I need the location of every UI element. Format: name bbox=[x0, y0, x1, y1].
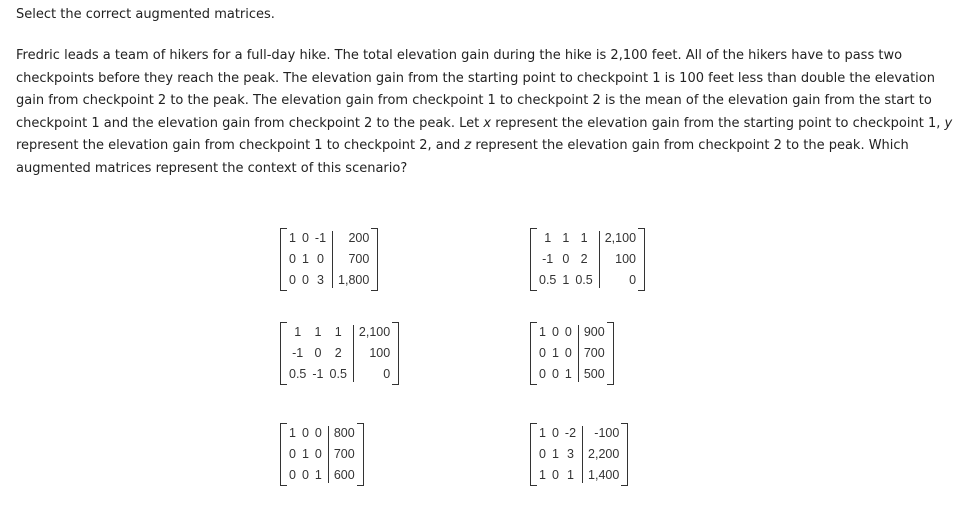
augment-divider bbox=[582, 426, 583, 483]
left-bracket bbox=[280, 423, 287, 486]
matrix-cell: 1,400 bbox=[588, 468, 620, 482]
matrix-cell: 1 bbox=[294, 325, 302, 339]
matrix-cell: 900 bbox=[583, 325, 605, 339]
matrix-cell: 3 bbox=[316, 273, 324, 287]
problem-part-3: represent the elevation gain from checkpoint 1 to checkpoint 2, and bbox=[16, 138, 465, 153]
matrix-cell: 100 bbox=[369, 346, 391, 360]
matrix-cell: 0 bbox=[289, 252, 296, 266]
matrix-cell: 600 bbox=[333, 468, 355, 482]
matrix-cell: 1 bbox=[289, 426, 296, 440]
matrix-cell: 1 bbox=[539, 426, 546, 440]
matrix-cell: 0 bbox=[551, 426, 559, 440]
matrix-cell: 0 bbox=[564, 346, 572, 360]
matrix-cell: 1 bbox=[539, 468, 546, 482]
matrix-cell: 0 bbox=[551, 325, 559, 339]
matrix-cell: 0.5 bbox=[539, 273, 557, 287]
matrix-cell: 2 bbox=[334, 346, 342, 360]
matrix-cell: 0 bbox=[314, 346, 322, 360]
right-bracket bbox=[621, 423, 628, 486]
matrix-cell: 2,100 bbox=[358, 325, 391, 339]
matrix-cell: 200 bbox=[348, 231, 370, 245]
variable-x: x bbox=[483, 115, 492, 131]
left-bracket bbox=[530, 423, 537, 486]
matrix-cell: 1 bbox=[580, 231, 588, 245]
matrix-cell: 0 bbox=[301, 273, 309, 287]
matrix-cell: 1 bbox=[551, 447, 559, 461]
matrix-cell: 100 bbox=[615, 252, 637, 266]
matrix-cell: 0 bbox=[383, 367, 391, 381]
matrix-cell: 0 bbox=[539, 346, 546, 360]
matrix-cell: 1 bbox=[562, 273, 570, 287]
matrix-cell: 0 bbox=[564, 325, 572, 339]
instruction-text: Select the correct augmented matrices. bbox=[16, 7, 275, 22]
matrix-cell: 0 bbox=[301, 231, 309, 245]
augment-divider bbox=[599, 231, 600, 288]
matrix-cell: 0 bbox=[562, 252, 570, 266]
matrix-cell: 1 bbox=[314, 468, 322, 482]
problem-part-2: represent the elevation gain from the starting point to checkpoint 1, bbox=[491, 115, 945, 131]
matrix-cell: 2 bbox=[580, 252, 588, 266]
matrix-cell: 0 bbox=[301, 426, 309, 440]
right-bracket bbox=[638, 228, 645, 291]
matrix-cell: 1 bbox=[544, 231, 552, 245]
matrix-cell: 1 bbox=[566, 468, 574, 482]
matrix-cell: -1 bbox=[314, 231, 327, 245]
matrix-cell: 1 bbox=[539, 325, 546, 339]
matrix-cell: 2,200 bbox=[588, 447, 620, 461]
matrix-cell: 0.5 bbox=[575, 273, 593, 287]
right-bracket bbox=[357, 423, 364, 486]
matrix-cell: 1 bbox=[289, 231, 296, 245]
matrix-cell: 0.5 bbox=[329, 367, 347, 381]
matrix-cell: 0 bbox=[289, 273, 296, 287]
matrix-cell: 1 bbox=[551, 346, 559, 360]
matrix-cell: 0 bbox=[289, 447, 296, 461]
matrix-cell: 1 bbox=[334, 325, 342, 339]
matrix-option-1[interactable] bbox=[280, 228, 378, 291]
matrix-cell: 0 bbox=[314, 426, 322, 440]
left-bracket bbox=[530, 322, 537, 385]
matrix-cell: 1 bbox=[301, 252, 309, 266]
right-bracket bbox=[607, 322, 614, 385]
augment-divider bbox=[332, 231, 333, 288]
variable-y: y bbox=[944, 115, 953, 131]
right-bracket bbox=[392, 322, 399, 385]
matrix-cell: 0 bbox=[289, 468, 296, 482]
augment-divider bbox=[328, 426, 329, 483]
augment-divider bbox=[353, 325, 354, 382]
right-bracket bbox=[371, 228, 378, 291]
matrix-cell: 0 bbox=[551, 468, 559, 482]
problem-text bbox=[16, 45, 961, 180]
matrix-cell: 1 bbox=[562, 231, 570, 245]
matrix-cell: 1,800 bbox=[338, 273, 370, 287]
matrix-cell: -2 bbox=[564, 426, 577, 440]
matrix-cell: 2,100 bbox=[604, 231, 637, 245]
matrix-cell: 0 bbox=[539, 367, 546, 381]
matrix-option-4[interactable] bbox=[530, 322, 614, 385]
matrix-cell: 0 bbox=[539, 447, 546, 461]
matrix-cell: 0.5 bbox=[289, 367, 307, 381]
left-bracket bbox=[530, 228, 537, 291]
matrix-cell: -1 bbox=[312, 367, 324, 381]
matrix-cell: -1 bbox=[292, 346, 304, 360]
matrix-cell: 3 bbox=[566, 447, 574, 461]
matrix-cell: 1 bbox=[301, 447, 309, 461]
matrix-cell: 0 bbox=[551, 367, 559, 381]
matrix-cell: 500 bbox=[583, 367, 605, 381]
matrix-cell: 700 bbox=[583, 346, 605, 360]
matrix-option-6[interactable] bbox=[530, 423, 628, 486]
matrix-cell: 1 bbox=[564, 367, 572, 381]
matrix-cell: 0 bbox=[301, 468, 309, 482]
problem-part-1: Fredric leads a team of hikers for a full-day hike. The total elevation gain during the hike is 2,100 feet. All of the hikers have to pass two checkpoints before they reach the peak. The elevation gain from the starting point to checkpoint 1 is 100 feet less than double the elevation gain from checkpoint 2 to the peak. The elevation gain from checkpoint 1 to checkpoint 2 is the mean of the elevation gain from the start to checkpoint 1 and the elevation gain from checkpoint 2 to the peak. Let bbox=[16, 48, 935, 131]
left-bracket bbox=[280, 228, 287, 291]
matrix-cell: 0 bbox=[316, 252, 324, 266]
matrix-cell: 0 bbox=[314, 447, 322, 461]
matrix-cell: 800 bbox=[333, 426, 355, 440]
matrix-option-5[interactable] bbox=[280, 423, 364, 486]
matrix-cell: 700 bbox=[333, 447, 355, 461]
matrix-option-2[interactable] bbox=[530, 228, 645, 291]
variable-z: z bbox=[464, 138, 472, 153]
left-bracket bbox=[280, 322, 287, 385]
matrix-cell: 0 bbox=[629, 273, 637, 287]
matrix-cell: -1 bbox=[542, 252, 554, 266]
augment-divider bbox=[578, 325, 579, 382]
problem-part-4: represent the elevation gain from checkpoint 2 to the peak. Which augmented matrices represent the context of this scenario? bbox=[16, 138, 909, 176]
matrix-option-3[interactable] bbox=[280, 322, 399, 385]
matrix-cell: 1 bbox=[314, 325, 322, 339]
matrix-cell: 700 bbox=[348, 252, 370, 266]
matrix-cell: -100 bbox=[594, 426, 620, 440]
